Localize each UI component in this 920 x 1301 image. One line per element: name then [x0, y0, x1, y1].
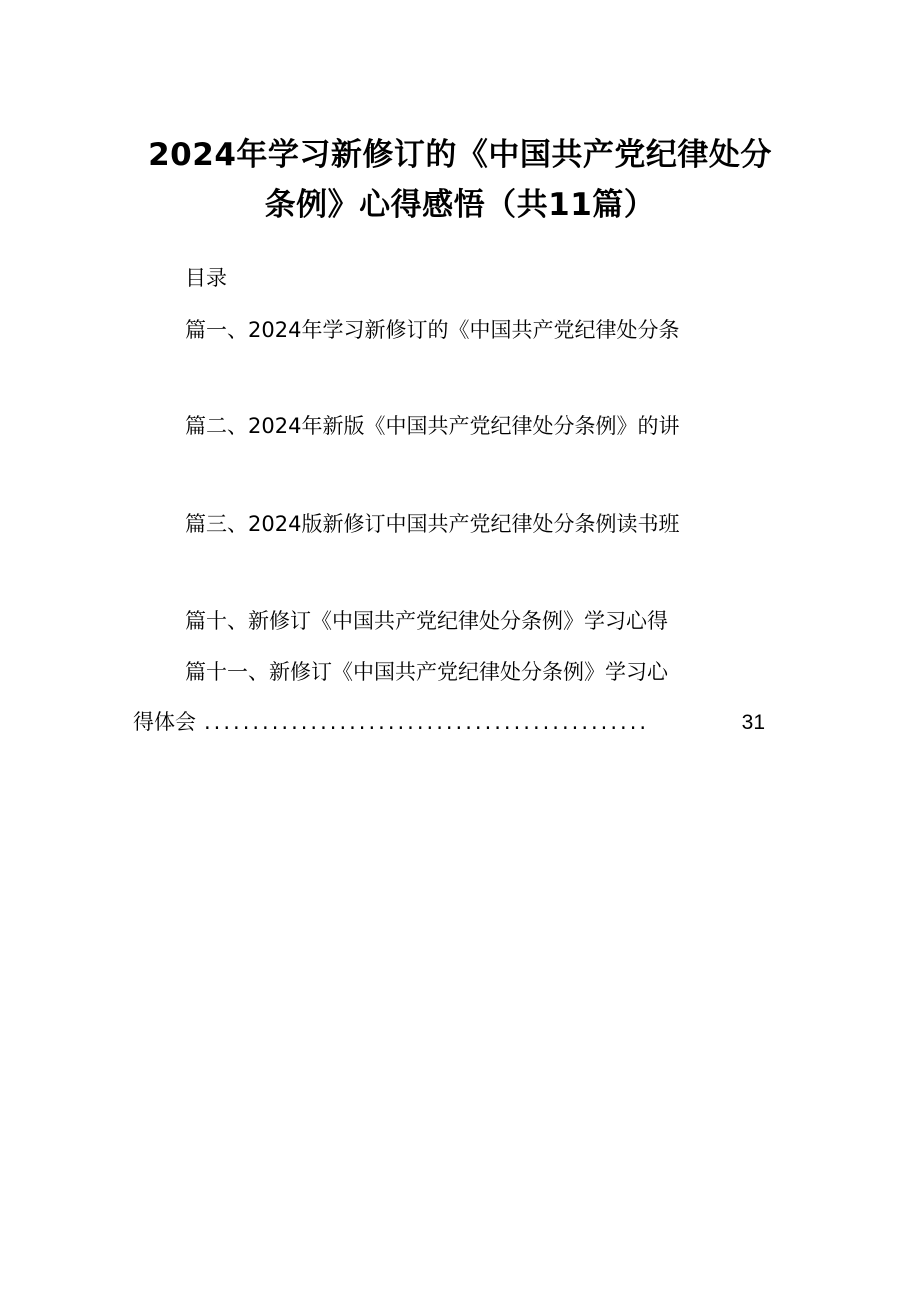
toc-entry-10[interactable]: 篇十、新修订《中国共产党纪律处分条例》学习心得	[185, 609, 668, 633]
toc-entry-1[interactable]: 篇一、2024年学习新修订的《中国共产党纪律处分条	[185, 318, 680, 342]
toc-entry-11-continuation[interactable]	[133, 708, 765, 737]
toc-entry-11[interactable]: 篇十一、新修订《中国共产党纪律处分条例》学习心	[185, 660, 668, 684]
toc-page-number: 31	[741, 711, 765, 734]
toc-entry-11-continuation-text: 得体会	[133, 710, 196, 734]
toc-entry-2[interactable]: 篇二、2024年新版《中国共产党纪律处分条例》的讲	[185, 414, 680, 438]
document-title-line-2: 条例》心得感悟（共11篇）	[264, 187, 656, 223]
toc-heading: 目录	[185, 266, 227, 290]
toc-dot-leader: ..............................................	[204, 710, 650, 734]
toc-entry-3[interactable]: 篇三、2024版新修订中国共产党纪律处分条例读书班	[185, 512, 680, 536]
document-title-line-1: 2024年学习新修订的《中国共产党纪律处分	[148, 137, 772, 173]
